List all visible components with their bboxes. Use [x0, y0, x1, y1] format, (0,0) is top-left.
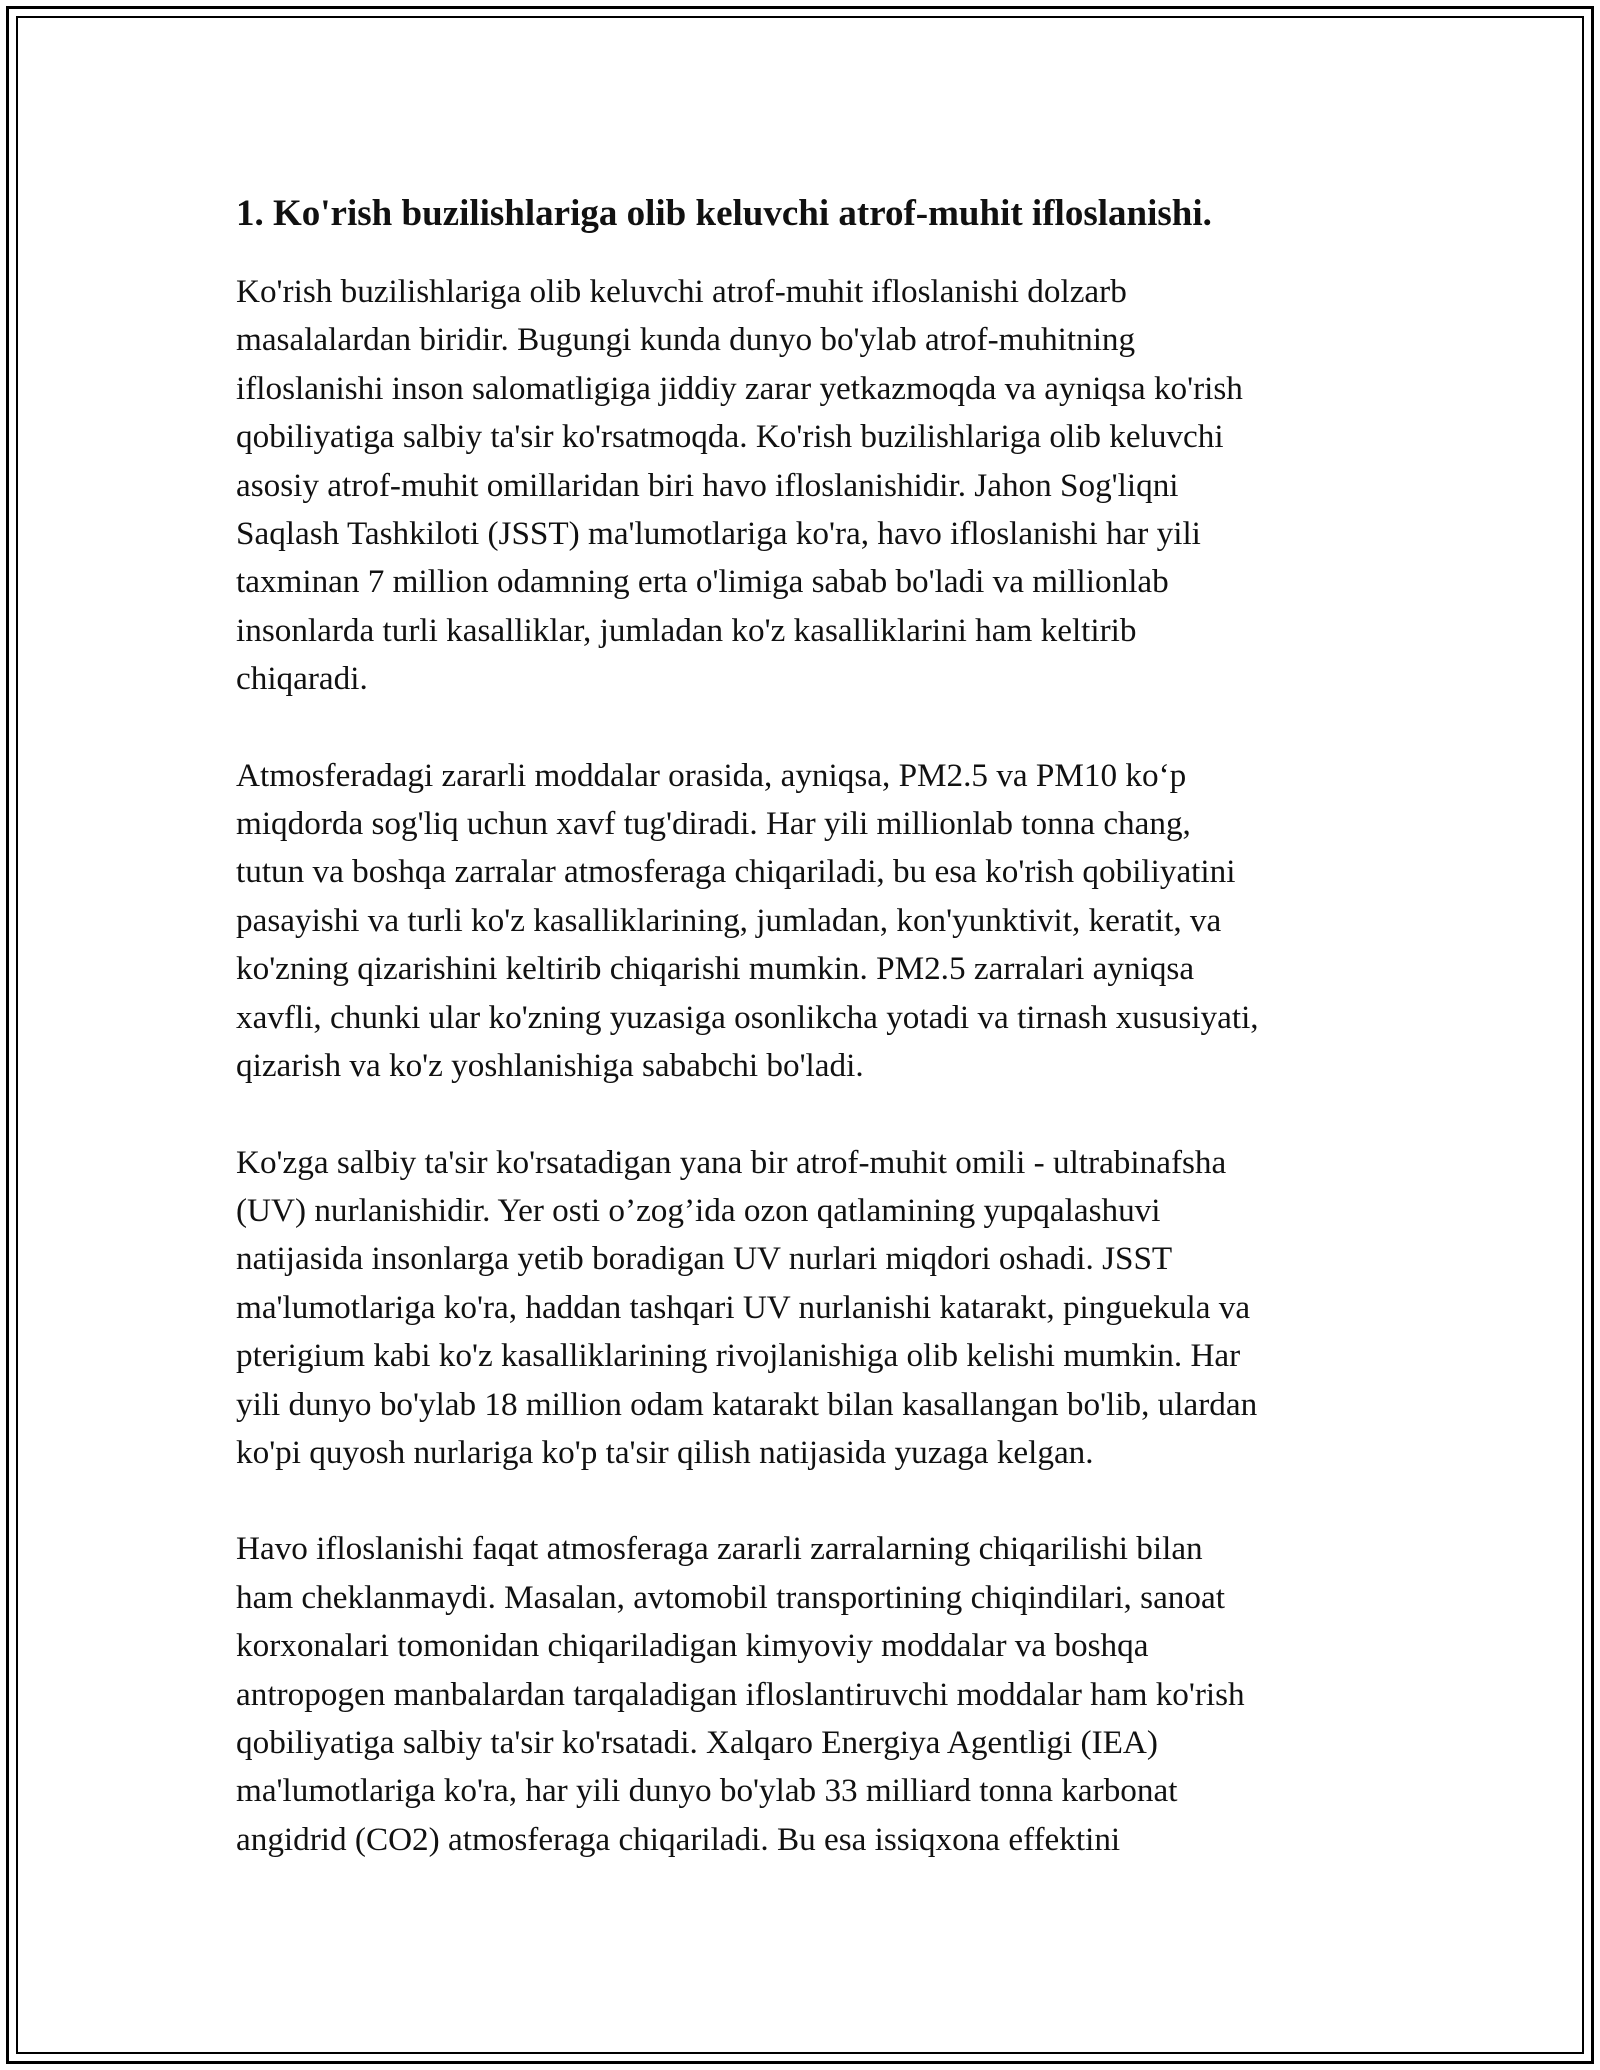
text-line: antropogen manbalardan tarqaladigan ifloslantiruvchi moddalar ham ko'rish: [236, 1675, 1245, 1713]
text-line: korxonalari tomonidan chiqariladigan kimyoviy moddalar va boshqa: [236, 1627, 1149, 1665]
text-line: ifloslanishi inson salomatligiga jiddiy zarar yetkazmoqda va ayniqsa ko'rish: [236, 369, 1243, 407]
text-line: Atmosferadagi zararli moddalar orasida, ayniqsa, PM2.5 va PM10 ko‘p: [236, 756, 1187, 794]
text-line: ma'lumotlariga ko'ra, har yili dunyo bo'ylab 33 milliard tonna karbonat: [236, 1772, 1178, 1810]
text-line: qobiliyatiga salbiy ta'sir ko'rsatmoqda. Ko'rish buzilishlariga olib keluvchi: [236, 418, 1224, 456]
text-line: ham cheklanmaydi. Masalan, avtomobil transportining chiqindilari, sanoat: [236, 1578, 1225, 1616]
text-line: angidrid (CO2) atmosferaga chiqariladi. Bu esa issiqxona effektini: [236, 1820, 1121, 1858]
text-line: chiqaradi.: [236, 660, 368, 698]
text-line: pasayishi va turli ko'z kasalliklarining, jumladan, kon'yunktivit, keratit, va: [236, 901, 1222, 939]
text-line: tutun va boshqa zarralar atmosferaga chiqariladi, bu esa ko'rish qobiliyatini: [236, 853, 1236, 891]
text-line: Ko'rish buzilishlariga olib keluvchi atrof-muhit ifloslanishi dolzarb: [236, 273, 1127, 310]
text-line: ma'lumotlariga ko'ra, haddan tashqari UV nurlanishi katarakt, pinguekula va: [236, 1288, 1251, 1326]
section-heading: 1. Ko'rish buzilishlariga olib keluvchi atrof-muhit ifloslanishi.: [236, 193, 1212, 234]
paragraph-4: [236, 1525, 1376, 1864]
text-line: taxminan 7 million odamning erta o'limiga sabab bo'ladi va millionlab: [236, 563, 1169, 601]
text-line: xavfli, chunki ular ko'zning yuzasiga osonlikcha yotadi va tirnash xususiyati,: [236, 998, 1259, 1036]
text-line: qizarish va ko'z yoshlanishiga sababchi bo'ladi.: [236, 1047, 864, 1085]
text-line: insonlarda turli kasalliklar, jumladan ko'z kasalliklarini ham keltirib: [236, 611, 1137, 649]
text-line: Ko'zga salbiy ta'sir ko'rsatadigan yana bir atrof-muhit omili - ultrabinafsha: [236, 1143, 1227, 1181]
text-line: ko'pi quyosh nurlariga ko'p ta'sir qilish natijasida yuzaga kelgan.: [236, 1433, 1094, 1471]
text-line: yili dunyo bo'ylab 18 million odam katarakt bilan kasallangan bo'lib, ulardan: [236, 1385, 1258, 1423]
text-line: qobiliyatiga salbiy ta'sir ko'rsatadi. Xalqaro Energiya Agentligi (IEA): [236, 1723, 1158, 1761]
text-line: ko'zning qizarishini keltirib chiqarishi mumkin. PM2.5 zarralari ayniqsa: [236, 950, 1195, 988]
text-line: masalalardan biridir. Bugungi kunda dunyo bo'ylab atrof-muhitning: [236, 321, 1136, 359]
text-line: asosiy atrof-muhit omillaridan biri havo ifloslanishidir. Jahon Sog'liqni: [236, 466, 1179, 504]
document-body: [236, 186, 1376, 1912]
text-line: natijasida insonlarga yetib boradigan UV nurlari miqdori oshadi. JSST: [236, 1240, 1173, 1278]
text-line: Saqlash Tashkiloti (JSST) ma'lumotlariga ko'ra, havo ifloslanishi har yili: [236, 515, 1201, 553]
text-line: miqdorda sog'liq uchun xavf tug'diradi. Har yili millionlab tonna chang,: [236, 805, 1191, 843]
text-line: pterigium kabi ko'z kasalliklarining rivojlanishiga olib kelishi mumkin. Har: [236, 1337, 1241, 1375]
text-line: (UV) nurlanishidir. Yer osti o’zog’ida ozon qatlamining yupqalashuvi: [236, 1191, 1161, 1229]
paragraph-3: [236, 1139, 1376, 1478]
paragraph-2: [236, 752, 1376, 1091]
text-line: Havo ifloslanishi faqat atmosferaga zararli zarralarning chiqarilishi bilan: [236, 1530, 1203, 1568]
paragraph-1: [236, 268, 1376, 704]
